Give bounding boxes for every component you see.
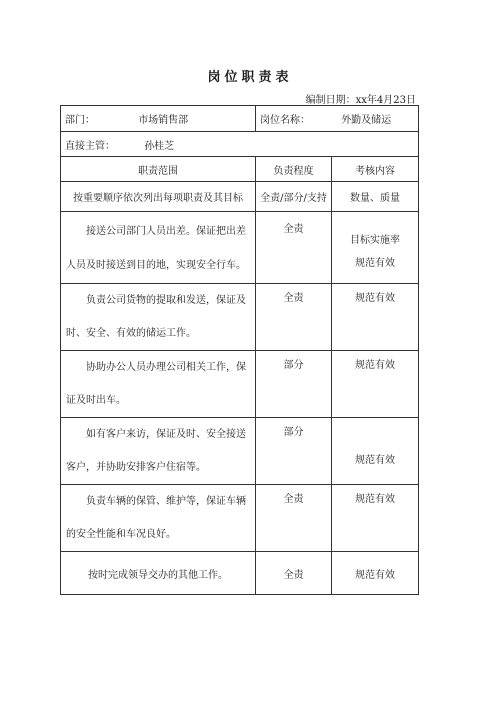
assessment-text: 规范有效 xyxy=(355,293,395,304)
column-header-assessment: 考核内容 xyxy=(332,157,419,182)
scope-text: 协助办公人员办理公司相关工作，保证及时出车。 xyxy=(66,362,246,406)
position-label: 岗位名称： xyxy=(260,115,310,126)
degree-cell xyxy=(256,212,332,284)
assessment-top-text: 目标实施率 xyxy=(350,235,400,246)
scope-text: 负责公司货物的提取和发送，保证及时、安全、有效的储运工作。 xyxy=(66,295,246,339)
scope-text: 负责车辆的保管、维护等，保证车辆的安全性能和车况良好。 xyxy=(66,496,246,540)
table-row xyxy=(61,182,419,212)
assessment-text: 规范有效 xyxy=(355,360,395,371)
assessment-text: 规范有效 xyxy=(355,494,395,505)
degree-text: 全责 xyxy=(283,224,304,235)
scope-text: 接送公司部门人员出差。保证把出差人员及时接送到目的地，实现安全行车。 xyxy=(66,226,246,271)
table-row xyxy=(61,418,419,485)
supervisor-cell xyxy=(61,132,419,157)
assessment-cell xyxy=(332,485,419,552)
table-row xyxy=(61,351,419,418)
scope-cell: 按重要顺序依次列出每项职责及其目标 xyxy=(61,182,256,212)
document-title: 岗位职责表 xyxy=(207,70,293,85)
column-header-row xyxy=(61,157,419,182)
degree-text: 全责 xyxy=(283,494,304,505)
assessment-cell: 规范有效 xyxy=(332,552,419,595)
scope-cell xyxy=(61,418,256,485)
degree-text: 部分 xyxy=(283,427,304,438)
degree-cell xyxy=(256,284,332,351)
position-cell xyxy=(256,106,419,132)
column-header-scope: 职责范围 xyxy=(61,157,256,182)
duty-table xyxy=(60,105,419,595)
degree-cell xyxy=(256,485,332,552)
degree-text: 部分 xyxy=(283,360,304,371)
supervisor-value: 孙桂芝 xyxy=(144,140,175,152)
degree-cell xyxy=(256,351,332,418)
scope-cell xyxy=(61,485,256,552)
scope-text: 如有客户来访，保证及时、安全接送客户，并协助安排客户住宿等。 xyxy=(66,429,246,473)
degree-text: 全责 xyxy=(283,293,304,304)
scope-cell: 按时完成领导交办的其他工作。 xyxy=(61,552,256,595)
table-row xyxy=(61,284,419,351)
supervisor-label: 直接主管： xyxy=(65,140,115,152)
table-row xyxy=(61,106,419,132)
position-value: 外勤及储运 xyxy=(341,115,392,126)
table-row xyxy=(61,132,419,157)
scope-cell xyxy=(61,351,256,418)
assessment-cell xyxy=(332,284,419,351)
degree-cell xyxy=(256,418,332,485)
assessment-cell xyxy=(332,351,419,418)
dept-value: 市场销售部 xyxy=(138,115,189,126)
scope-cell xyxy=(61,212,256,284)
scope-cell xyxy=(61,284,256,351)
table-row xyxy=(61,212,419,284)
assessment-cell xyxy=(332,212,419,284)
degree-cell: 全责/部分/支持 xyxy=(256,182,332,212)
assessment-cell xyxy=(332,418,419,485)
compile-date: 编制日期：xx年4月23日 xyxy=(305,95,416,106)
column-header-degree: 负责程度 xyxy=(256,157,332,182)
assessment-text: 规范有效 xyxy=(355,258,395,269)
assessment-text: 规范有效 xyxy=(355,455,395,466)
degree-cell: 全责 xyxy=(256,552,332,595)
table-row xyxy=(61,552,419,595)
dept-label: 部门： xyxy=(65,115,95,126)
table-row xyxy=(61,485,419,552)
assessment-cell: 数量、质量 xyxy=(332,182,419,212)
dept-cell xyxy=(61,106,256,132)
